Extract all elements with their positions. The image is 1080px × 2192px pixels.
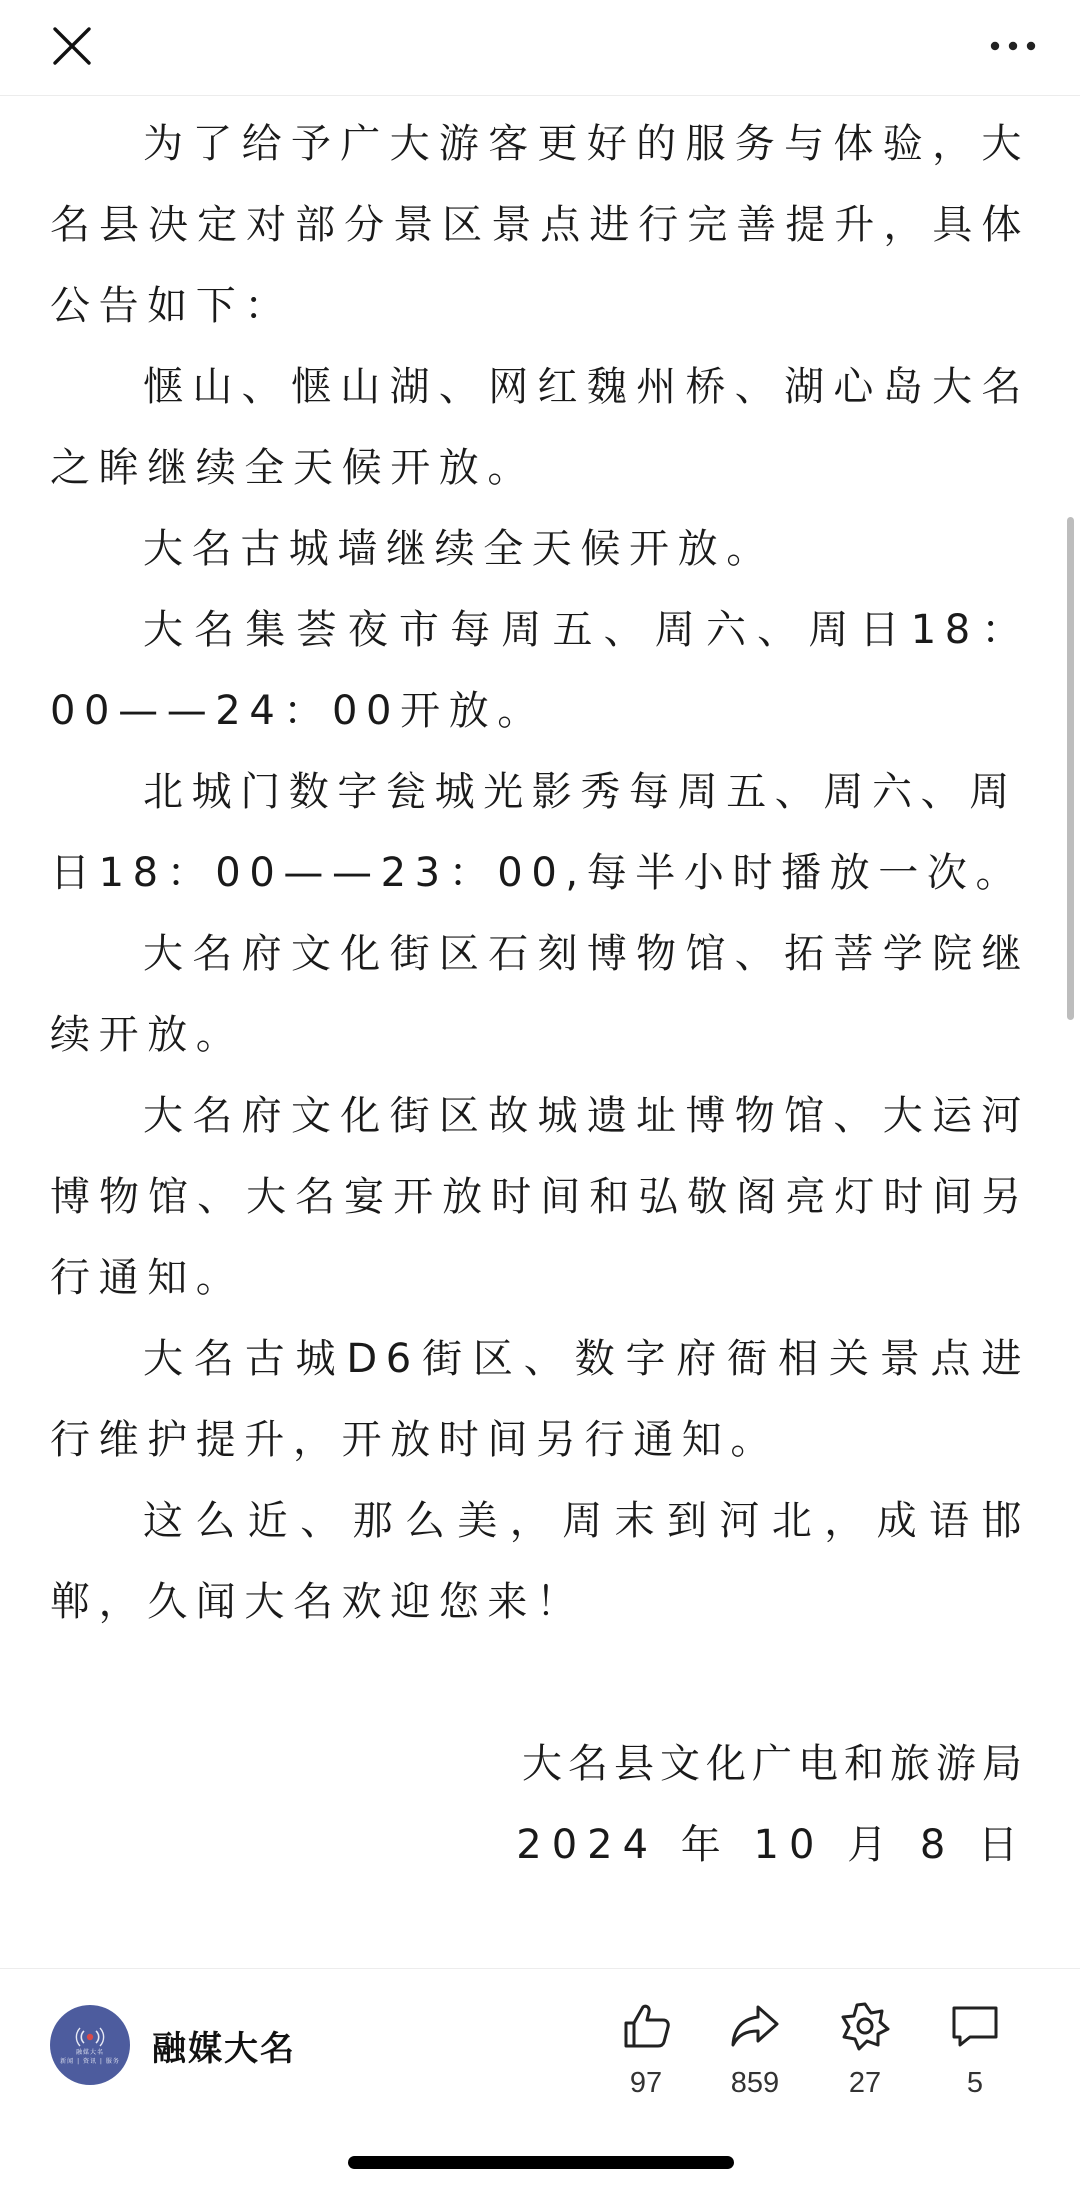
- comment-icon: [948, 1999, 1002, 2053]
- recommend-icon: [838, 1999, 892, 2053]
- share-icon: [728, 1999, 782, 2053]
- recommend-button[interactable]: [815, 1999, 915, 2109]
- article-paragraph: 北城门数字瓮城光影秀每周五、周六、周日18：00——23：00,每半小时播放一次。: [50, 769, 1025, 896]
- home-indicator[interactable]: [348, 2156, 734, 2169]
- more-horizontal-icon: [989, 40, 1037, 52]
- article-paragraph: 大名府文化街区故城遗址博物馆、大运河博物馆、大名宴开放时间和弘敬阁亮灯时间另行通知。: [50, 1093, 1030, 1301]
- account-name[interactable]: 融媒大名: [152, 2029, 296, 2069]
- article-paragraph: 为了给予广大游客更好的服务与体验，大名县决定对部分景区景点进行完善提升，具体公告如下：: [50, 121, 1030, 329]
- close-icon: [52, 26, 92, 66]
- article-body: [50, 104, 1030, 1886]
- article-paragraph: 这么近、那么美，周末到河北，成语邯郸，久闻大名欢迎您来！: [50, 1498, 1030, 1625]
- account-avatar[interactable]: [50, 2005, 130, 2085]
- share-count: 859: [730, 2067, 780, 2099]
- article-paragraph: 惬山、惬山湖、网红魏州桥、湖心岛大名之眸继续全天候开放。: [50, 364, 1030, 491]
- like-count: 97: [629, 2067, 663, 2099]
- like-icon: [619, 1999, 673, 2053]
- avatar-logo-subtext: 新闻 | 资讯 | 服务: [60, 2058, 120, 2065]
- close-button[interactable]: [40, 14, 104, 78]
- share-button[interactable]: [705, 1999, 805, 2109]
- comment-count: 5: [966, 2067, 984, 2099]
- like-button[interactable]: [596, 1999, 696, 2109]
- more-options-button[interactable]: [978, 14, 1048, 78]
- broadcast-icon: [75, 2026, 105, 2048]
- signature-date: 2024 年 10 月 8 日: [516, 1822, 1028, 1868]
- comment-button[interactable]: [925, 1999, 1025, 2109]
- top-bar: [0, 0, 1080, 96]
- avatar-logo-text: 融媒大名: [75, 2049, 104, 2056]
- article-paragraph: 大名古城墙继续全天候开放。: [143, 526, 775, 572]
- article-paragraph: 大名集荟夜市每周五、周六、周日18：00——24：00开放。: [50, 607, 1030, 734]
- article-paragraph: 大名古城D6街区、数字府衙相关景点进行维护提升，开放时间另行通知。: [50, 1336, 1030, 1463]
- article-paragraph: 大名府文化街区石刻博物馆、拓菩学院继续开放。: [50, 931, 1030, 1058]
- scrollbar-thumb[interactable]: [1067, 517, 1074, 1020]
- recommend-count: 27: [848, 2067, 882, 2099]
- signature-organization: 大名县文化广电和旅游局: [522, 1741, 1028, 1787]
- paragraph-spacer: [50, 1643, 1030, 1724]
